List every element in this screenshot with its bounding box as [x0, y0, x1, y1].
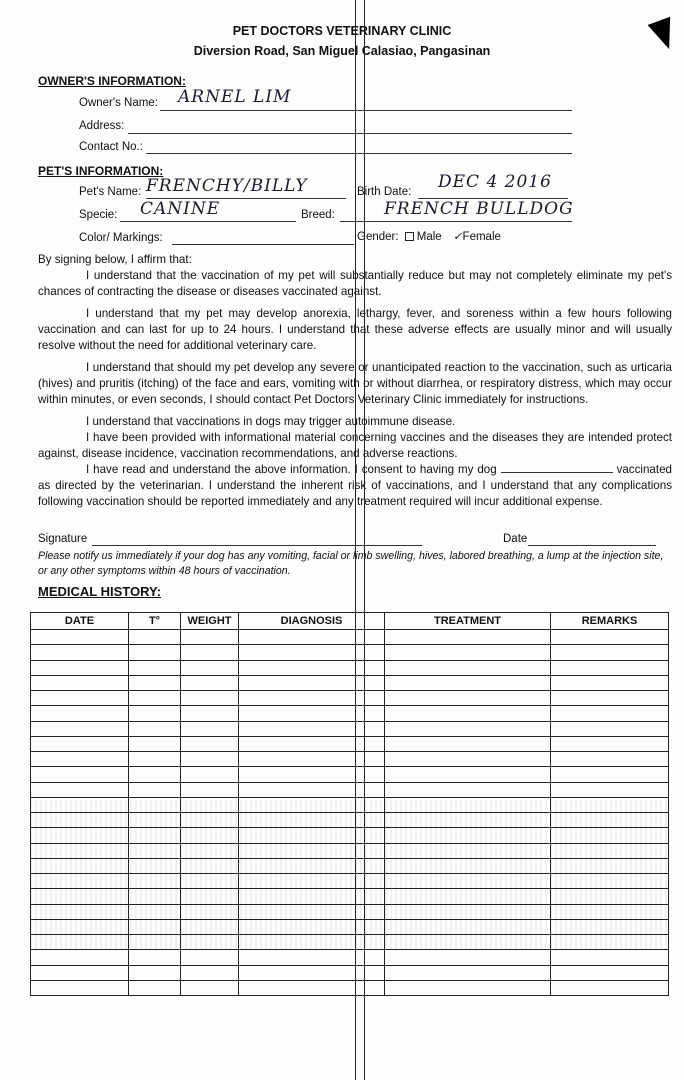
table-header-row — [31, 613, 669, 630]
date-line[interactable] — [528, 545, 656, 546]
table-cell[interactable] — [129, 843, 181, 858]
table-cell[interactable] — [385, 797, 551, 812]
table-cell[interactable] — [385, 630, 551, 645]
table-row — [31, 645, 669, 660]
color-label: Color/ Markings: — [79, 232, 163, 244]
table-row — [31, 858, 669, 873]
table-cell[interactable] — [31, 675, 129, 690]
table-cell[interactable] — [385, 645, 551, 660]
table-cell[interactable] — [385, 813, 551, 828]
consent-paragraph-1: I understand that the vaccination of my pet will substantially reduce but may not completely eliminate my pet's chances of contracting the disease or diseases vaccinated against. — [38, 269, 672, 298]
table-cell[interactable] — [385, 904, 551, 919]
table-cell[interactable] — [551, 858, 669, 873]
table-cell[interactable] — [31, 721, 129, 736]
table-cell[interactable] — [129, 691, 181, 706]
table-cell[interactable] — [129, 919, 181, 934]
table-cell[interactable] — [129, 813, 181, 828]
table-cell[interactable] — [551, 782, 669, 797]
table-cell[interactable] — [181, 980, 239, 995]
table-cell[interactable] — [385, 919, 551, 934]
table-cell[interactable] — [31, 797, 129, 812]
gender-field — [357, 229, 501, 243]
consent-paragraph-5: I have been provided with informational material concerning vaccines and the diseases they are intended protect against, disease incidence, vaccination recommendations, and adverse reactions. — [38, 431, 672, 460]
table-cell[interactable] — [181, 767, 239, 782]
table-cell[interactable] — [31, 691, 129, 706]
table-cell[interactable] — [31, 980, 129, 995]
table-cell[interactable] — [31, 660, 129, 675]
table-cell[interactable] — [129, 874, 181, 889]
table-cell[interactable] — [129, 706, 181, 721]
table-cell[interactable] — [181, 691, 239, 706]
column-date: DATE — [31, 613, 129, 630]
notice-text: Please notify us immediately if your dog has any vomiting, facial or limb swelling, hives, labored breathing, a lump at the injection site, or any other symptoms within 48 hours of vaccination. — [38, 550, 664, 577]
medical-history-table — [30, 612, 669, 996]
pet-section-title: PET'S INFORMATION: — [38, 164, 164, 178]
table-cell[interactable] — [385, 874, 551, 889]
table-cell[interactable] — [181, 813, 239, 828]
consent-paragraph-6-end: vaccinated as directed by the veterinarian. I understand the inherent risk of vaccinations, and I understand that any complications following vaccination should be reported immediately and any treatment required will incur additional expense. — [38, 463, 672, 508]
table-cell[interactable] — [385, 706, 551, 721]
table-row — [31, 828, 669, 843]
table-cell[interactable] — [181, 935, 239, 950]
female-check-icon[interactable]: ✓ — [452, 229, 463, 243]
column-temperature: T° — [129, 613, 181, 630]
table-cell[interactable] — [181, 828, 239, 843]
column-weight: WEIGHT — [181, 613, 239, 630]
table-cell[interactable] — [129, 782, 181, 797]
table-cell[interactable] — [31, 828, 129, 843]
table-cell[interactable] — [181, 919, 239, 934]
consent-paragraph-3: I understand that should my pet develop any severe or unanticipated reaction to the vaccination, such as urticaria (hives) and pruritis (itching) of the face and ears, vomiting with or without diarrhea, or respiratory distress, which may occur within minutes, or even seconds, I should contact Pet Doctors Veterinary Clinic immediately for instructions. — [38, 361, 672, 406]
table-cell[interactable] — [31, 645, 129, 660]
table-cell[interactable] — [181, 752, 239, 767]
table-cell[interactable] — [31, 935, 129, 950]
specie-value[interactable]: CANINE — [140, 199, 221, 219]
table-cell[interactable] — [129, 858, 181, 873]
table-cell[interactable] — [181, 721, 239, 736]
table-cell[interactable] — [181, 904, 239, 919]
table-cell[interactable] — [181, 965, 239, 980]
table-cell[interactable] — [129, 828, 181, 843]
table-cell[interactable] — [31, 858, 129, 873]
table-row — [31, 630, 669, 645]
table-cell[interactable] — [129, 675, 181, 690]
table-row — [31, 919, 669, 934]
table-cell[interactable] — [385, 675, 551, 690]
table-cell[interactable] — [551, 919, 669, 934]
table-cell[interactable] — [31, 630, 129, 645]
table-row — [31, 904, 669, 919]
table-row — [31, 950, 669, 965]
breed-label: Breed: — [301, 209, 335, 221]
pet-name-value[interactable]: FRENCHY/BILLY — [146, 176, 308, 196]
table-cell[interactable] — [181, 675, 239, 690]
table-cell[interactable] — [385, 721, 551, 736]
dog-vaccine-blank[interactable] — [501, 462, 613, 473]
table-cell[interactable] — [129, 965, 181, 980]
specie-line — [120, 221, 296, 222]
table-cell[interactable] — [551, 935, 669, 950]
table-row — [31, 797, 669, 812]
table-cell[interactable] — [181, 843, 239, 858]
table-cell[interactable] — [181, 950, 239, 965]
table-cell[interactable] — [551, 950, 669, 965]
table-row — [31, 706, 669, 721]
owner-name-label: Owner's Name: — [79, 97, 158, 109]
table-cell[interactable] — [129, 980, 181, 995]
clinic-name: PET DOCTORS VETERINARY CLINIC — [232, 24, 452, 38]
table-cell[interactable] — [385, 767, 551, 782]
consent-intro: By signing below, I affirm that: — [38, 253, 192, 266]
table-cell[interactable] — [551, 660, 669, 675]
table-cell[interactable] — [181, 782, 239, 797]
table-cell[interactable] — [385, 752, 551, 767]
table-cell[interactable] — [551, 736, 669, 751]
medical-history-rows — [31, 630, 669, 996]
column-remarks: REMARKS — [551, 613, 669, 630]
table-cell[interactable] — [129, 645, 181, 660]
table-cell[interactable] — [181, 736, 239, 751]
table-cell[interactable] — [551, 706, 669, 721]
clinic-address: Diversion Road, San Miguel Calasiao, Pangasinan — [193, 44, 491, 58]
table-cell[interactable] — [551, 721, 669, 736]
table-cell[interactable] — [385, 782, 551, 797]
table-cell[interactable] — [551, 874, 669, 889]
table-row — [31, 721, 669, 736]
table-row — [31, 660, 669, 675]
male-label: Male — [416, 231, 442, 243]
table-cell[interactable] — [385, 843, 551, 858]
page-fold-crease — [355, 0, 365, 1080]
table-cell[interactable] — [181, 858, 239, 873]
table-cell[interactable] — [31, 782, 129, 797]
gender-label: Gender: — [357, 231, 399, 243]
table-cell[interactable] — [129, 630, 181, 645]
table-cell[interactable] — [31, 843, 129, 858]
table-cell[interactable] — [551, 828, 669, 843]
signature-line[interactable] — [92, 545, 422, 546]
table-row — [31, 965, 669, 980]
signature-label: Signature — [38, 533, 88, 545]
table-cell[interactable] — [181, 874, 239, 889]
breed-line — [340, 221, 572, 222]
table-cell[interactable] — [551, 797, 669, 812]
table-row — [31, 675, 669, 690]
table-cell[interactable] — [551, 889, 669, 904]
table-cell[interactable] — [181, 645, 239, 660]
table-cell[interactable] — [129, 736, 181, 751]
table-cell[interactable] — [551, 965, 669, 980]
table-cell[interactable] — [31, 752, 129, 767]
table-cell[interactable] — [551, 767, 669, 782]
table-row — [31, 767, 669, 782]
table-cell[interactable] — [31, 904, 129, 919]
table-cell[interactable] — [129, 660, 181, 675]
table-cell[interactable] — [31, 813, 129, 828]
column-diagnosis: DIAGNOSIS — [239, 613, 385, 630]
table-cell[interactable] — [181, 889, 239, 904]
table-cell[interactable] — [551, 813, 669, 828]
table-cell[interactable] — [551, 752, 669, 767]
table-cell[interactable] — [31, 950, 129, 965]
birth-date-value[interactable]: DEC 4 2016 — [438, 172, 552, 192]
table-cell[interactable] — [551, 904, 669, 919]
consent-paragraph-2: I understand that my pet may develop anorexia, lethargy, fever, and soreness within a few hours following vaccination and can last for up to 24 hours. I understand that these adverse effects are usually minor and will usually resolve without the need for additional veterinary care. — [38, 307, 672, 352]
table-cell[interactable] — [129, 904, 181, 919]
table-row — [31, 889, 669, 904]
breed-value[interactable]: FRENCH BULLDOG — [384, 199, 574, 219]
table-cell[interactable] — [385, 889, 551, 904]
consent-paragraph-6-start: I have read and understand the above information. I consent to having my dog — [86, 463, 497, 476]
specie-label: Specie: — [79, 209, 118, 221]
table-cell[interactable] — [31, 706, 129, 721]
address-line — [128, 133, 572, 134]
table-cell[interactable] — [385, 980, 551, 995]
table-cell[interactable] — [385, 828, 551, 843]
table-cell[interactable] — [551, 675, 669, 690]
female-label: Female — [462, 231, 501, 243]
table-cell[interactable] — [385, 935, 551, 950]
owner-name-line — [160, 110, 572, 111]
male-checkbox[interactable] — [405, 232, 414, 241]
table-cell[interactable] — [385, 950, 551, 965]
table-cell[interactable] — [551, 843, 669, 858]
table-cell[interactable] — [385, 660, 551, 675]
pet-name-label: Pet's Name: — [79, 186, 142, 198]
table-cell[interactable] — [129, 935, 181, 950]
table-cell[interactable] — [181, 660, 239, 675]
date-label: Date — [503, 533, 528, 545]
table-row — [31, 691, 669, 706]
contact-label: Contact No.: — [79, 141, 143, 153]
table-cell[interactable] — [129, 950, 181, 965]
table-cell[interactable] — [31, 965, 129, 980]
table-cell[interactable] — [31, 874, 129, 889]
table-row — [31, 935, 669, 950]
table-cell[interactable] — [385, 965, 551, 980]
table-row — [31, 736, 669, 751]
consent-paragraph-4: I understand that vaccinations in dogs may trigger autoimmune disease. — [86, 415, 456, 428]
column-treatment: TREATMENT — [385, 613, 551, 630]
table-cell[interactable] — [551, 691, 669, 706]
table-cell[interactable] — [31, 889, 129, 904]
table-cell[interactable] — [551, 980, 669, 995]
table-cell[interactable] — [31, 919, 129, 934]
table-cell[interactable] — [551, 645, 669, 660]
medical-history-title: MEDICAL HISTORY: — [38, 584, 162, 599]
table-row — [31, 980, 669, 995]
table-cell[interactable] — [181, 630, 239, 645]
table-cell[interactable] — [129, 797, 181, 812]
table-cell[interactable] — [181, 706, 239, 721]
table-cell[interactable] — [551, 630, 669, 645]
table-cell[interactable] — [129, 889, 181, 904]
table-row — [31, 813, 669, 828]
table-row — [31, 752, 669, 767]
table-cell[interactable] — [385, 691, 551, 706]
owner-section-title: OWNER'S INFORMATION: — [38, 74, 186, 88]
table-cell[interactable] — [31, 736, 129, 751]
table-row — [31, 843, 669, 858]
address-label: Address: — [79, 120, 125, 132]
table-row — [31, 874, 669, 889]
table-cell[interactable] — [385, 736, 551, 751]
table-cell[interactable] — [129, 721, 181, 736]
table-cell[interactable] — [385, 858, 551, 873]
table-cell[interactable] — [31, 767, 129, 782]
color-line — [172, 244, 354, 245]
table-cell[interactable] — [181, 797, 239, 812]
table-cell[interactable] — [129, 752, 181, 767]
table-cell[interactable] — [129, 767, 181, 782]
table-row — [31, 782, 669, 797]
birth-date-label: Birth Date: — [357, 186, 412, 198]
owner-name-value[interactable]: ARNEL LIM — [178, 87, 292, 107]
